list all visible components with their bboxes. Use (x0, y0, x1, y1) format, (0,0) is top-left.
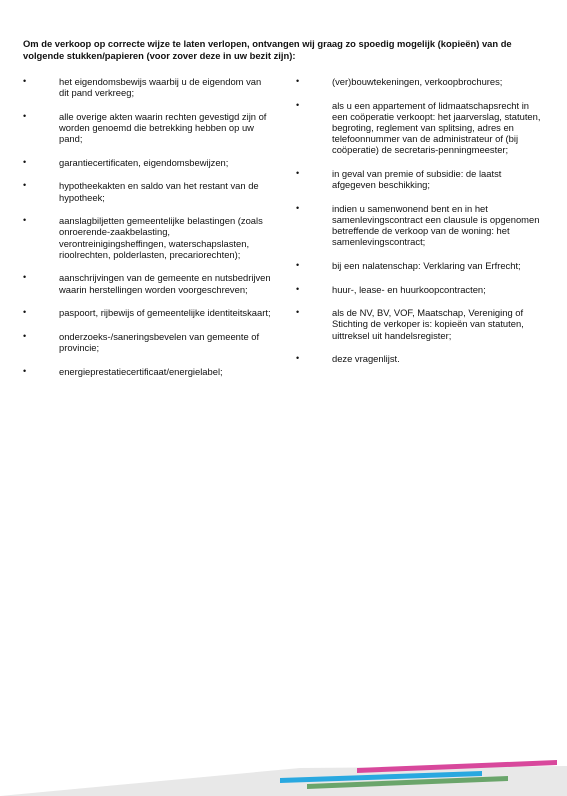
bullet-icon: • (23, 76, 27, 86)
list-item (23, 215, 273, 260)
list-item-text: in geval van premie of subsidie: de laatst afgegeven beschikking; (332, 168, 502, 191)
list-item (296, 100, 541, 156)
list-item-text: als de NV, BV, VOF, Maatschap, Vereniging of Stichting de verkoper is: kopieën van statuten, uittreksel uit handelsregister; (332, 307, 524, 341)
bullet-icon: • (23, 110, 27, 121)
list-item (23, 272, 273, 294)
bullet-icon: • (23, 272, 27, 283)
bullet-icon: • (23, 365, 27, 376)
list-item-text: bij een nalatenschap: Verklaring van Erfrecht; (332, 260, 521, 271)
list-item-text: hypotheekakten en saldo van het restant van de hypotheek; (59, 180, 259, 203)
bullet-icon: • (23, 156, 27, 167)
list-item (23, 331, 273, 353)
list-item-text: garantiecertificaten, eigendomsbewijzen; (59, 156, 229, 168)
bullet-icon: • (23, 307, 27, 318)
list-item (23, 366, 273, 377)
bullet-icon: • (296, 307, 300, 318)
list-item (23, 111, 273, 145)
bullet-icon: • (296, 353, 300, 364)
list-item-text: aanslagbiljetten gemeentelijke belastingen (zoals onroerende-zaakbelasting, verontreinigingsheffingen, waterschapslasten, rioolrechten, polderlasten, precariorechten); (59, 215, 263, 260)
bullet-icon: • (296, 260, 300, 270)
intro-text: Om de verkoop op correcte wijze te laten verlopen, ontvangen wij graag zo spoedig mogelijk (kopieën) van de volgende stukken/papieren (voor zover deze in uw bezit zijn): (23, 38, 512, 61)
list-item (296, 260, 541, 271)
bullet-icon: • (23, 215, 27, 226)
bullet-icon: • (296, 202, 300, 213)
list-item (296, 284, 541, 295)
list-item-text: alle overige akten waarin rechten gevestigd zijn of worden genoemd die betrekking hebben op uw pand; (59, 110, 267, 145)
bullet-icon: • (296, 283, 300, 294)
list-item (23, 76, 273, 98)
bullet-icon: • (23, 330, 27, 341)
bullet-icon: • (296, 99, 300, 110)
list-item-text: als u een appartement of lidmaatschapsrecht in een coöperatie verkoopt: het jaarverslag, statuten, begroting, reglement van splitsing, adres en telefoonnummer van de administrateur of (bij coöperatie) de secretaris-penningmeester; (332, 99, 541, 156)
list-item (296, 307, 541, 341)
list-item-text: energieprestatiecertificaat/energielabel; (59, 365, 223, 377)
document-list-left (23, 76, 273, 389)
list-item-text: huur-, lease- en huurkoopcontracten; (332, 283, 486, 295)
list-item (296, 203, 541, 248)
list-item-text: het eigendomsbewijs waarbij u de eigendom van dit pand verkreeg; (59, 76, 262, 99)
bullet-icon: • (296, 168, 300, 178)
list-item-text: onderzoeks-/saneringsbevelen van gemeente of provincie; (59, 330, 260, 353)
bullet-icon: • (296, 76, 300, 86)
bullet-icon: • (23, 180, 27, 191)
list-item-text: indien u samenwonend bent en in het samenlevingscontract een clausule is opgenomen betreffende de verkoop van de woning: het samenlevingscontract; (332, 202, 540, 248)
document-list-right (296, 76, 541, 377)
list-item-text: (ver)bouwtekeningen, verkoopbrochures; (332, 76, 503, 87)
list-item (296, 76, 541, 87)
footer-decoration (0, 740, 567, 796)
list-item (296, 168, 541, 190)
list-item (23, 180, 273, 202)
list-item (23, 307, 273, 318)
list-item (296, 353, 541, 364)
list-item-text: paspoort, rijbewijs of gemeentelijke identiteitskaart; (59, 307, 271, 319)
list-item (23, 157, 273, 168)
list-item-text: aanschrijvingen van de gemeente en nutsbedrijven waarin herstellingen worden voorgeschreven; (59, 272, 271, 295)
list-item-text: deze vragenlijst. (332, 353, 400, 365)
